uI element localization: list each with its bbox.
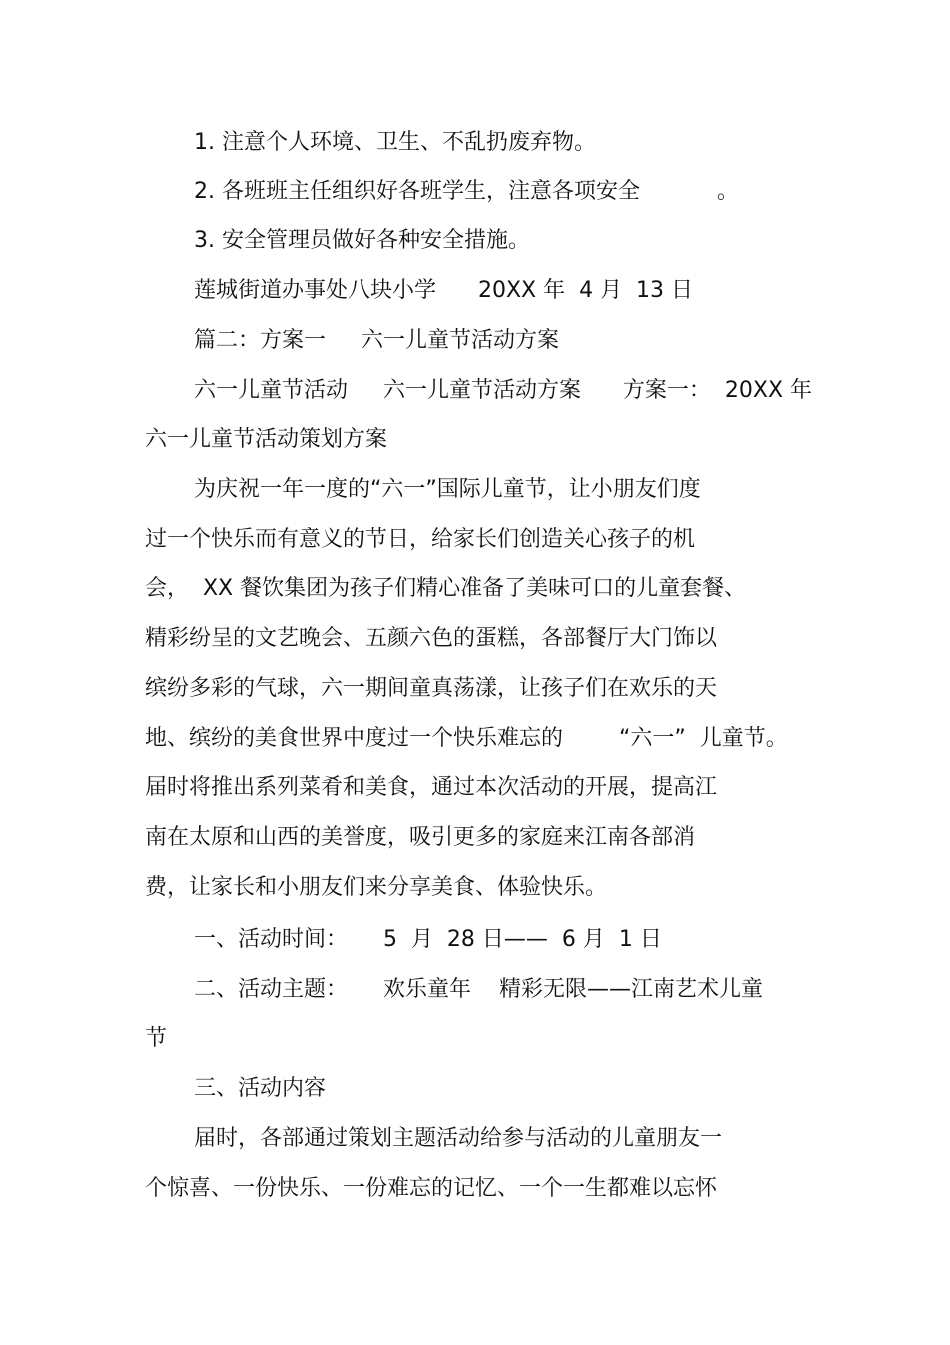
subtitle-line: 六一儿童节活动 六一儿童节活动方案 方案一： 20XX 年 bbox=[194, 378, 813, 403]
body-paragraph-line: 为庆祝一年一度的“六一”国际儿童节，让小朋友们度 bbox=[194, 477, 701, 502]
subtitle-line-cont: 六一儿童节活动策划方案 bbox=[145, 427, 388, 452]
activity-time: 一、活动时间： 5 月 28 日—— 6 月 1 日 bbox=[194, 927, 662, 952]
body-paragraph-line: 南在太原和山西的美誉度，吸引更多的家庭来江南各部消 bbox=[145, 825, 696, 850]
body-paragraph-line: 届时将推出系列菜肴和美食，通过本次活动的开展，提高江 bbox=[145, 775, 718, 800]
activity-theme: 二、活动主题： 欢乐童年 精彩无限——江南艺术儿童 bbox=[194, 977, 763, 1002]
body-paragraph-line: 精彩纷呈的文艺晚会、五颜六色的蛋糕，各部餐厅大门饰以 bbox=[145, 626, 718, 651]
signature-line: 莲城街道办事处八块小学 20XX 年 4 月 13 日 bbox=[194, 278, 694, 303]
section-heading: 篇二：方案一 六一儿童节活动方案 bbox=[194, 328, 559, 353]
body-paragraph-line: 地、缤纷的美食世界中度过一个快乐难忘的 “六一” 儿童节。 bbox=[145, 726, 788, 751]
list-item-3: 3. 安全管理员做好各种安全措施。 bbox=[194, 228, 530, 253]
list-item-1: 1. 注意个人环境、卫生、不乱扔废弃物。 bbox=[194, 130, 596, 155]
body-paragraph-line: 届时，各部通过策划主题活动给参与活动的儿童朋友一 bbox=[194, 1126, 723, 1151]
activity-content-heading: 三、活动内容 bbox=[194, 1076, 327, 1101]
body-paragraph-line: 缤纷多彩的气球，六一期间童真荡漾，让孩子们在欢乐的天 bbox=[145, 676, 718, 701]
activity-theme-cont: 节 bbox=[145, 1026, 168, 1051]
body-paragraph-line: 费，让家长和小朋友们来分享美食、体验快乐。 bbox=[145, 875, 608, 900]
list-item-2: 2. 各班班主任组织好各班学生，注意各项安全 。 bbox=[194, 179, 739, 204]
body-paragraph-line: 会， XX 餐饮集团为孩子们精心准备了美味可口的儿童套餐、 bbox=[145, 576, 747, 601]
body-paragraph-line: 个惊喜、一份快乐、一份难忘的记忆、一个一生都难以忘怀 bbox=[145, 1176, 718, 1201]
body-paragraph-line: 过一个快乐而有意义的节日，给家长们创造关心孩子的机 bbox=[145, 527, 696, 552]
